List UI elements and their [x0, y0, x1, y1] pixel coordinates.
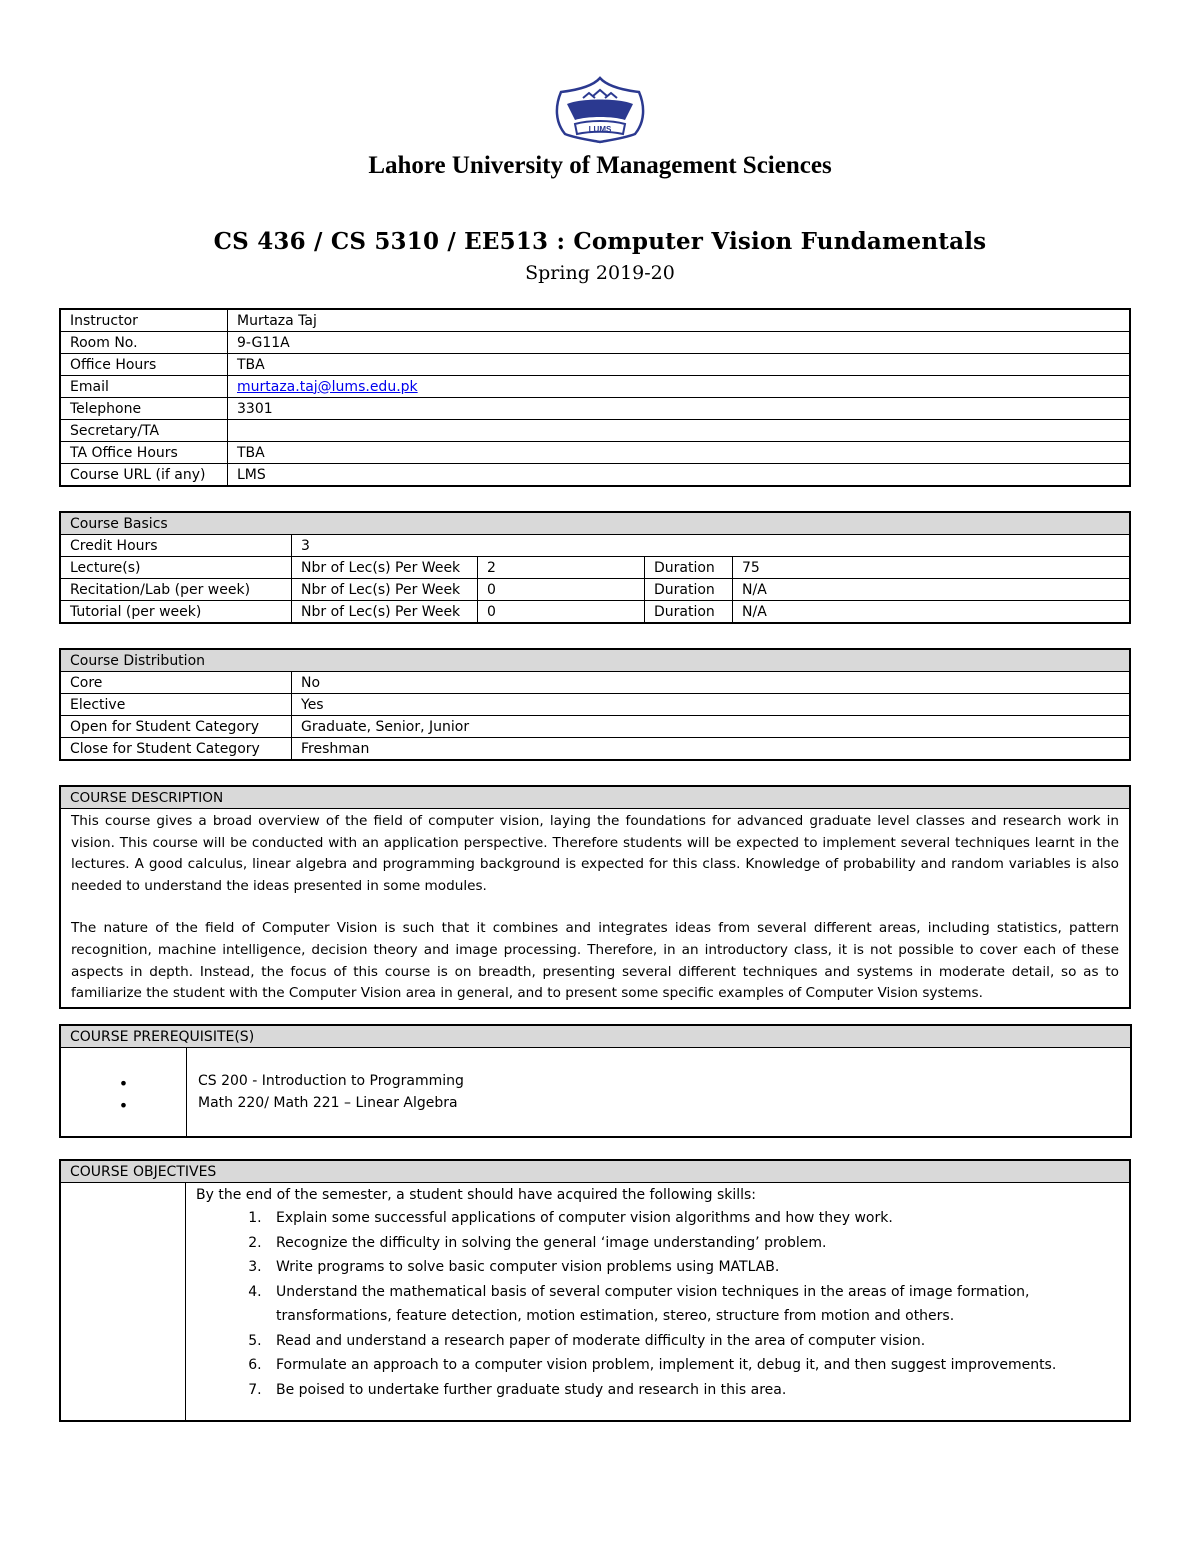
course-distribution-heading: Course Distribution	[61, 650, 1130, 672]
table-row	[61, 310, 1130, 332]
list-item: 6. Formulate an approach to a computer vision problem, implement it, debug it, and then suggest improvements.	[266, 1353, 1119, 1378]
row-value: 3301	[228, 398, 1130, 420]
course-distribution-table	[60, 649, 1130, 760]
nbr-value: 2	[478, 557, 645, 579]
table-row	[61, 354, 1130, 376]
university-name: Lahore University of Management Sciences	[368, 152, 832, 179]
row-value: Murtaza Taj	[228, 310, 1130, 332]
section-header	[61, 1161, 1130, 1183]
list-item: Math 220/ Math 221 – Linear Algebra	[198, 1095, 458, 1111]
table-row	[61, 694, 1130, 716]
row-label: Core	[61, 672, 292, 694]
table-row	[61, 557, 1130, 579]
bullet-column	[61, 1048, 187, 1137]
term: Spring 2019-20	[525, 262, 675, 284]
row-label: Instructor	[61, 310, 228, 332]
row-value: Graduate, Senior, Junior	[292, 716, 1130, 738]
section-header	[61, 1026, 1131, 1048]
table-row	[61, 579, 1130, 601]
prerequisites-heading: COURSE PREREQUISITE(S)	[61, 1026, 1131, 1048]
duration-value: N/A	[733, 601, 1130, 623]
row-label: TA Office Hours	[61, 442, 228, 464]
description-row	[61, 809, 1130, 1008]
table-row	[61, 420, 1130, 442]
row-label: Lecture(s)	[61, 557, 292, 579]
nbr-label: Nbr of Lec(s) Per Week	[292, 579, 478, 601]
list-item: CS 200 - Introduction to Programming	[198, 1073, 464, 1089]
description-paragraph: The nature of the field of Computer Vision is such that it combines and integrates ideas from several different areas, including statistics, pattern recognition, machine intelligence, decision theory and image processing. Therefore, in an introductory class, it is not possible to cover each of these aspects in depth. Instead, the focus of this course is on breadth, presenting several different techniques and systems in moderate detail, so as to familiarize the student with the Computer Vision area in general, and to present some specific examples of Computer Vision systems.	[71, 920, 1119, 1002]
bullet: •	[118, 1096, 129, 1115]
section-header	[61, 787, 1130, 809]
nbr-value: 0	[478, 579, 645, 601]
row-value: Freshman	[292, 738, 1130, 760]
list-item: 3. Write programs to solve basic computer vision problems using MATLAB.	[266, 1255, 1119, 1280]
row-value: LMS	[228, 464, 1130, 486]
objectives-blank-column	[61, 1183, 186, 1421]
row-label: Elective	[61, 694, 292, 716]
course-title: CS 436 / CS 5310 / EE513 : Computer Vision Fundamentals	[213, 228, 987, 255]
duration-label: Duration	[645, 557, 733, 579]
objectives-body	[186, 1183, 1130, 1421]
row-label: Telephone	[61, 398, 228, 420]
duration-value: 75	[733, 557, 1130, 579]
table-row	[61, 716, 1130, 738]
duration-value: N/A	[733, 579, 1130, 601]
list-item: 4. Understand the mathematical basis of several computer vision techniques in the areas of image formation, transformations, feature detection, motion estimation, stereo, structure from motion and others.	[266, 1280, 1119, 1329]
description-paragraph: This course gives a broad overview of the field of computer vision, laying the foundations for advanced graduate level classes and research work in vision. This course will be conducted with an application perspective. Therefore students will be expected to implement several techniques learnt in the lectures. A good calculus, linear algebra and programming background is expected for this class. Knowledge of probability and random variables is also needed to understand the ideas presented in some modules.	[71, 813, 1119, 894]
row-label: Recitation/Lab (per week)	[61, 579, 292, 601]
row-value: 9-G11A	[228, 332, 1130, 354]
objectives-table	[60, 1160, 1130, 1421]
table-row	[61, 332, 1130, 354]
bullet: •	[118, 1074, 129, 1093]
table-row	[61, 464, 1130, 486]
course-description-heading: COURSE DESCRIPTION	[61, 787, 1130, 809]
row-label: Course URL (if any)	[61, 464, 228, 486]
objectives-list	[196, 1206, 1119, 1402]
nbr-label: Nbr of Lec(s) Per Week	[292, 601, 478, 623]
nbr-label: Nbr of Lec(s) Per Week	[292, 557, 478, 579]
instructor-table	[60, 309, 1130, 486]
list-item: 2. Recognize the difficulty in solving the general ‘image understanding’ problem.	[266, 1231, 1119, 1256]
objectives-intro: By the end of the semester, a student should have acquired the following skills:	[196, 1187, 757, 1203]
section-header	[61, 650, 1130, 672]
prerequisite-list	[187, 1048, 1131, 1137]
row-label: Room No.	[61, 332, 228, 354]
table-row	[61, 738, 1130, 760]
table-row	[61, 601, 1130, 623]
section-header	[61, 513, 1130, 535]
row-value	[228, 376, 1130, 398]
row-value: Yes	[292, 694, 1130, 716]
row-value	[228, 420, 1130, 442]
row-label: Email	[61, 376, 228, 398]
svg-text:LUMS: LUMS	[588, 125, 612, 134]
course-basics-table	[60, 512, 1130, 623]
prerequisites-row	[61, 1048, 1131, 1137]
row-value: No	[292, 672, 1130, 694]
table-row	[61, 535, 1130, 557]
row-label: Credit Hours	[61, 535, 292, 557]
prerequisites-table	[60, 1025, 1131, 1137]
table-row	[61, 442, 1130, 464]
list-item: 5. Read and understand a research paper of moderate difficulty in the area of computer vision.	[266, 1329, 1119, 1354]
duration-label: Duration	[645, 601, 733, 623]
row-value: 3	[292, 535, 1130, 557]
row-value: TBA	[228, 442, 1130, 464]
row-value: TBA	[228, 354, 1130, 376]
row-label: Close for Student Category	[61, 738, 292, 760]
lums-logo	[553, 76, 647, 144]
duration-label: Duration	[645, 579, 733, 601]
description-body	[61, 809, 1130, 1008]
list-item: 7. Be poised to undertake further graduate study and research in this area.	[266, 1378, 1119, 1403]
course-description-table	[60, 786, 1130, 1008]
objectives-row	[61, 1183, 1130, 1421]
table-row	[61, 376, 1130, 398]
email-link[interactable]: murtaza.taj@lums.edu.pk	[237, 378, 418, 395]
row-label: Tutorial (per week)	[61, 601, 292, 623]
course-basics-heading: Course Basics	[61, 513, 1130, 535]
row-label: Open for Student Category	[61, 716, 292, 738]
row-label: Secretary/TA	[61, 420, 228, 442]
objectives-heading: COURSE OBJECTIVES	[61, 1161, 1130, 1183]
table-row	[61, 672, 1130, 694]
table-row	[61, 398, 1130, 420]
row-label: Office Hours	[61, 354, 228, 376]
list-item: 1. Explain some successful applications of computer vision algorithms and how they work.	[266, 1206, 1119, 1231]
nbr-value: 0	[478, 601, 645, 623]
